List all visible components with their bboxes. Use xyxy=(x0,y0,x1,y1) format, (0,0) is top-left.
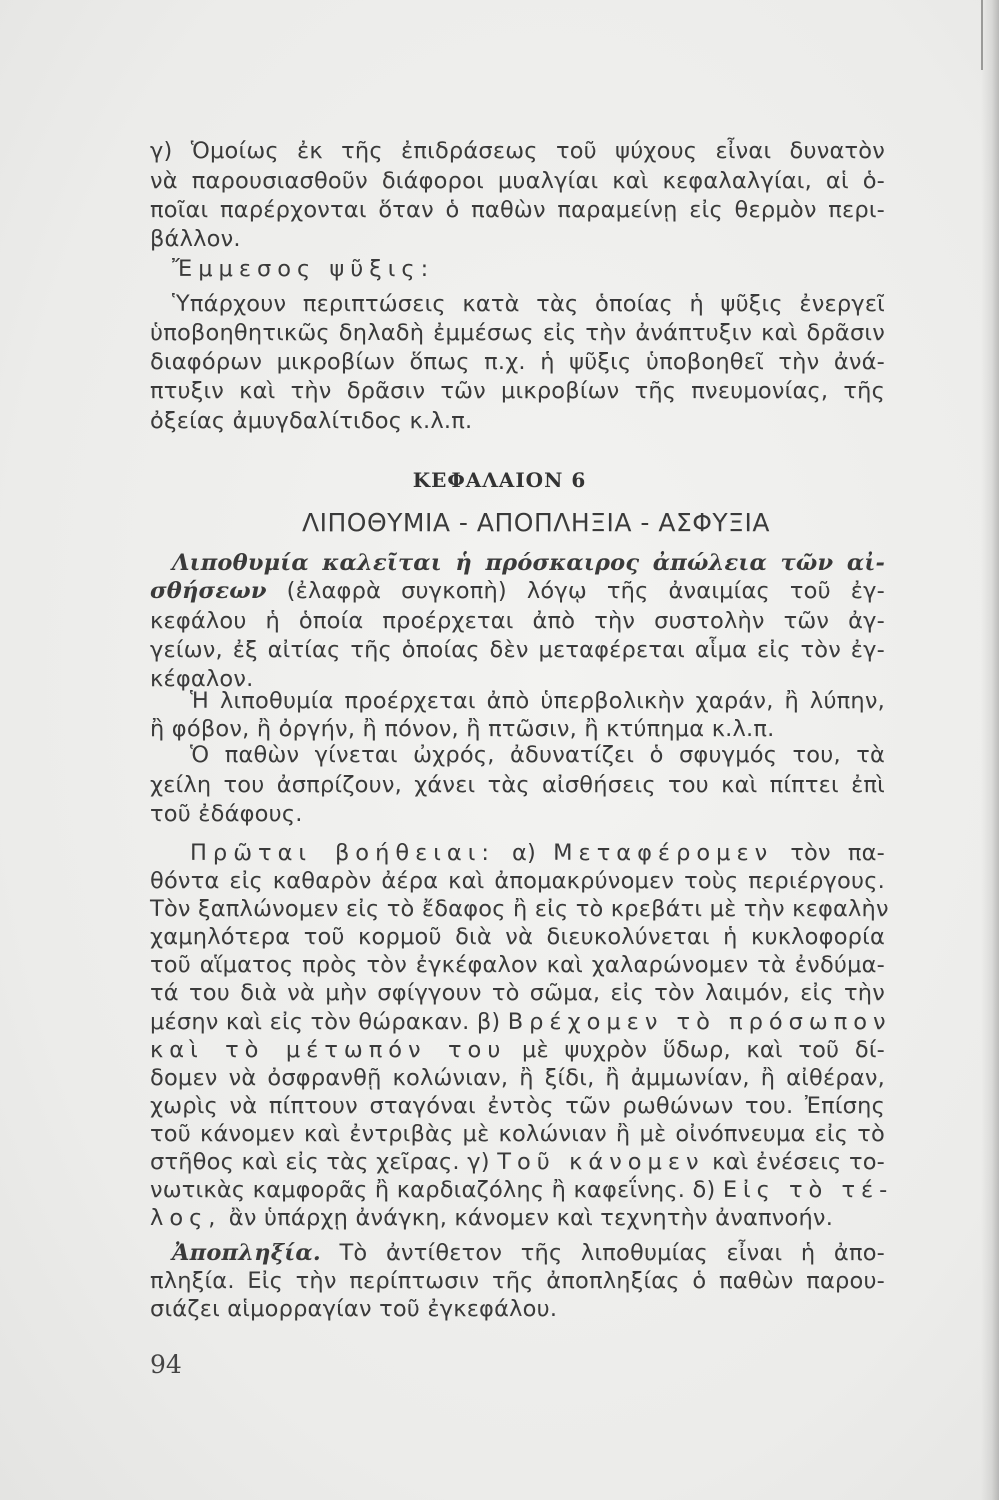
first-aid-text: μὲ ψυχρὸν ὕδωρ, καὶ τοῦ δί- xyxy=(506,1037,885,1063)
first-aid-line xyxy=(150,1037,885,1064)
first-aid-emphasis: λος, xyxy=(150,1205,222,1231)
body-line: θόντα εἰς καθαρὸν ἀέρα καὶ ἀπομακρύνομεν τοὺς περιέργους. xyxy=(150,868,885,894)
page-number: 94 xyxy=(150,1350,182,1379)
binding-mark xyxy=(981,0,983,70)
body-line: τοῦ κάνομεν καὶ ἐντριβὰς μὲ κολώνιαν ἢ μὲ οἰνόπνευμα εἰς τὸ xyxy=(150,1121,885,1147)
first-aid-heading: Πρῶται βοήθειαι: xyxy=(190,840,495,866)
body-line: ποῖαι παρέρχονται ὅταν ὁ παθὼν παραμείνῃ εἰς θερμὸν περι- xyxy=(150,197,885,223)
first-aid-line xyxy=(150,1149,885,1176)
body-line: κεφάλου ἡ ὁποία προέρχεται ἀπὸ τὴν συστολὴν τῶν ἀγ- xyxy=(150,608,885,634)
first-aid-text: ἂν ὑπάρχῃ ἀνάγκη, κάνομεν καὶ τεχνητὴν ἀναπνοήν. xyxy=(221,1205,834,1231)
first-aid-text: στῆθος καὶ εἰς τὰς χεῖρας. γ) xyxy=(150,1149,498,1175)
body-line: πτυξιν καὶ τὴν δρᾶσιν τῶν μικροβίων τῆς πνευμονίας, τῆς xyxy=(150,378,885,404)
body-line: πληξία. Εἰς τὴν περίπτωσιν τῆς ἀποπληξίας ὁ παθὼν παρου- xyxy=(150,1268,885,1294)
first-aid-text: καὶ ἐνέσεις το- xyxy=(704,1149,885,1175)
body-line: κέφαλον. xyxy=(150,666,254,692)
body-line: διαφόρων μικροβίων ὅπως π.χ. ἡ ψῦξις ὑποβοηθεῖ τὴν ἀνά- xyxy=(150,349,885,375)
body-line: Ὁ παθὼν γίνεται ὠχρός, ἀδυνατίζει ὁ σφυγμός του, τὰ xyxy=(190,742,885,768)
chapter-label: ΚΕΦΑΛΑΙΟΝ 6 xyxy=(412,468,587,492)
first-aid-line xyxy=(150,1177,894,1204)
body-line: τοῦ ἐδάφους. xyxy=(150,801,303,827)
first-aid-text: μέσην καὶ εἰς τὸν θώρακαν. β) xyxy=(150,1009,508,1035)
body-line: Τὸν ξαπλώνομεν εἰς τὸ ἔδαφος ἢ εἰς τὸ κρεβάτι μὲ τὴν κεφαλὴν xyxy=(150,896,889,922)
body-line: χείλη του ἀσπρίζουν, χάνει τὰς αἰσθήσεις του καὶ πίπτει ἐπὶ xyxy=(150,772,885,798)
apoplexy-term: Ἀποπληξία. xyxy=(172,1240,321,1266)
page-edge-shadow xyxy=(981,0,999,1500)
first-aid-emphasis: Μεταφέρομεν xyxy=(553,840,774,866)
first-aid-text: τὸν πα- xyxy=(773,840,886,866)
body-line: σιάζει αἱμορραγίαν τοῦ ἐγκεφάλου. xyxy=(150,1296,558,1322)
first-aid-emphasis: καὶ τὸ μέτωπόν του xyxy=(150,1037,507,1063)
chapter-title: ΛΙΠΟΘΥΜΙΑ - ΑΠΟΠΛΗΞΙΑ - ΑΣΦΥΞΙΑ xyxy=(302,508,770,537)
definition-bold-line: Λιποθυμία καλεῖται ἡ πρόσκαιρος ἀπώλεια τῶν αἰ- xyxy=(172,550,885,576)
subheading-indirect-cooling: Ἔμμεσος ψῦξις: xyxy=(172,256,435,282)
body-line: τοῦ αἵματος πρὸς τὸν ἐγκέφαλον καὶ χαλαρώνομεν τὰ ἐνδύμα- xyxy=(150,952,885,978)
body-line: χωρὶς νὰ πίπτουν σταγόναι ἐντὸς τῶν ρωθώνων του. Ἐπίσης xyxy=(150,1093,885,1119)
body-line: Ὑπάρχουν περιπτώσεις κατὰ τὰς ὁποίας ἡ ψῦξις ἐνεργεῖ xyxy=(172,291,885,317)
body-line: χαμηλότερα τοῦ κορμοῦ διὰ νὰ διευκολύνεται ἡ κυκλοφορία xyxy=(150,924,885,950)
apoplexy-text: Τὸ ἀντίθετον τῆς λιποθυμίας εἶναι ἡ ἀπο- xyxy=(320,1240,885,1266)
body-line: γ) Ὁμοίως ἐκ τῆς ἐπιδράσεως τοῦ ψύχους εἶναι δυνατὸν xyxy=(150,138,885,164)
body-line: Ἡ λιποθυμία προέρχεται ἀπὸ ὑπερβολικὴν χαράν, ἢ λύπην, xyxy=(190,688,885,714)
first-aid-line xyxy=(150,1205,885,1232)
body-line: ὑποβοηθητικῶς δηλαδὴ ἐμμέσως εἰς τὴν ἀνάπτυξιν καὶ δρᾶσιν xyxy=(150,320,885,346)
first-aid-text: α) xyxy=(494,840,554,866)
body-line: βάλλον. xyxy=(150,226,241,252)
body-line: δομεν νὰ ὀσφρανθῇ κολώνιαν, ἢ ξίδι, ἢ ἀμμωνίαν, ἢ αἰθέραν, xyxy=(150,1065,885,1091)
body-line: γείων, ἐξ αἰτίας τῆς ὁποίας δὲν μεταφέρεται αἷμα εἰς τὸν ἐγ- xyxy=(150,637,885,663)
first-aid-emphasis: Βρέχομεν τὸ πρόσωπον xyxy=(507,1009,892,1035)
body-line: ἢ φόβον, ἢ ὀργήν, ἢ πόνον, ἢ πτῶσιν, ἢ κτύπημα κ.λ.π. xyxy=(150,716,775,742)
body-line xyxy=(150,578,885,605)
first-aid-emphasis: Εἰς τὸ τέ- xyxy=(722,1177,894,1203)
first-aid-emphasis: Τοῦ κάνομεν xyxy=(497,1149,705,1175)
definition-bold-word: σθήσεων xyxy=(150,578,267,604)
first-aid-text: νωτικὰς καμφορᾶς ἢ καρδιαζόλης ἢ καφεΐνης. δ) xyxy=(150,1177,723,1203)
first-aid-line xyxy=(190,840,885,867)
body-line: νὰ παρουσιασθοῦν διάφοροι μυαλγίαι καὶ κεφαλαλγίαι, αἱ ὁ- xyxy=(150,168,885,194)
body-line: τά του διὰ νὰ μὴν σφίγγουν τὸ σῶμα, εἰς τὸν λαιμόν, εἰς τὴν xyxy=(150,980,885,1006)
apoplexy-line xyxy=(172,1240,885,1267)
first-aid-line xyxy=(150,1009,892,1036)
body-line: ὀξείας ἀμυγδαλίτιδος κ.λ.π. xyxy=(150,408,473,434)
definition-line-rest: (ἐλαφρὰ συγκοπὴ) λόγῳ τῆς ἀναιμίας τοῦ ἐγ- xyxy=(286,578,885,604)
